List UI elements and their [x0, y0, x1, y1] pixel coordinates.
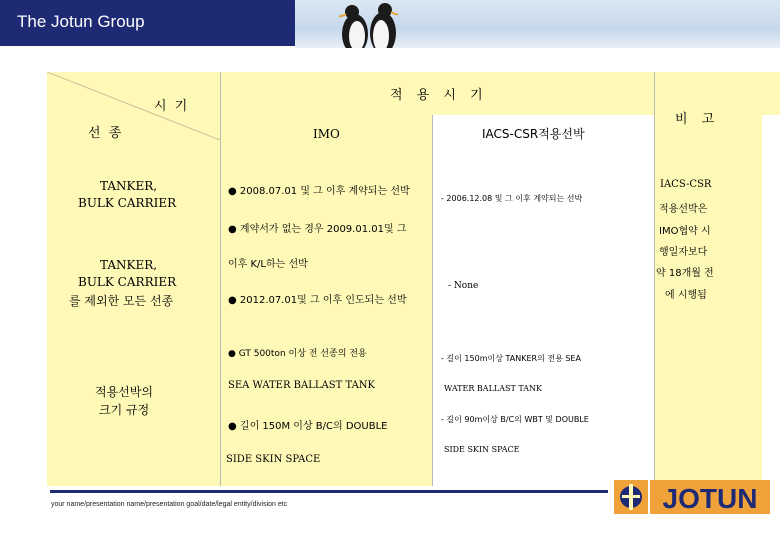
- header-period: 시 기: [154, 99, 190, 114]
- jotun-logo: [612, 478, 772, 516]
- header-remarks: 비 고: [675, 112, 720, 127]
- footer-text: your name/presentation name/presentation goal/date/legal entity/division etc: [51, 501, 288, 508]
- application-table: [47, 72, 762, 486]
- header-penguin-image: [295, 0, 780, 48]
- logo-wordmark: JOTUN: [662, 483, 758, 514]
- remarks-line3: IMO협약 시: [659, 226, 711, 237]
- remarks-line5: 약 18개월 전: [656, 268, 714, 279]
- footer-rule: [50, 490, 608, 493]
- header-ship-type: 선 종: [88, 126, 124, 141]
- imo-line8: SIDE SKIN SPACE: [226, 454, 321, 465]
- header-imo: IMO: [313, 127, 340, 141]
- imo-line4: ● 2012.07.01및 그 이후 인도되는 선박: [228, 295, 407, 306]
- remarks-line2: 적용선박은: [659, 204, 708, 215]
- imo-line7: ● 길이 150M 이상 B/C의 DOUBLE: [228, 421, 388, 432]
- row2-ship-type-line1: TANKER,: [100, 258, 158, 272]
- remarks-line1: IACS-CSR: [660, 179, 712, 190]
- header-title: The Jotun Group: [17, 12, 145, 31]
- header-application: 적 용 시 기: [390, 88, 488, 103]
- remarks-line6: 에 시행됨: [665, 290, 707, 301]
- remarks-column: [654, 72, 762, 486]
- imo-line2: ● 계약서가 없는 경우 2009.01.01및 그: [228, 224, 407, 235]
- row3-label-line2: 크기 규정: [99, 403, 150, 417]
- iacs-line3: - 길이 150m이상 TANKER의 전용 SEA: [441, 354, 581, 363]
- imo-line6: SEA WATER BALLAST TANK: [228, 380, 376, 391]
- iacs-line4: WATER BALLAST TANK: [444, 384, 542, 393]
- iacs-column: [432, 115, 654, 486]
- iacs-line2: - None: [448, 281, 479, 291]
- iacs-line5: - 길이 90m이상 B/C의 WBT 및 DOUBLE: [441, 415, 589, 424]
- row2-ship-type-line3: 를 제외한 모든 선종: [69, 294, 174, 308]
- header-iacs: IACS-CSR적용선박: [482, 127, 585, 141]
- imo-line5: ● GT 500ton 이상 전 선종의 전용: [228, 349, 367, 359]
- imo-line3: 이후 K/L하는 선박: [228, 259, 308, 270]
- remarks-line4: 행일자보다: [659, 247, 708, 258]
- header-bar: [0, 0, 295, 46]
- iacs-line1: - 2006.12.08 및 그 이후 계약되는 선박: [441, 194, 583, 203]
- row1-ship-type-line2: BULK CARRIER: [78, 196, 177, 210]
- iacs-line6: SIDE SKIN SPACE: [444, 445, 520, 454]
- diagonal-divider: [47, 72, 220, 140]
- row3-label-line1: 적용선박의: [95, 385, 153, 399]
- imo-line1: ● 2008.07.01 및 그 이후 계약되는 선박: [228, 186, 410, 197]
- penguins-illustration: [295, 0, 780, 48]
- row1-ship-type-line1: TANKER,: [100, 179, 158, 193]
- row2-ship-type-line2: BULK CARRIER: [78, 275, 177, 289]
